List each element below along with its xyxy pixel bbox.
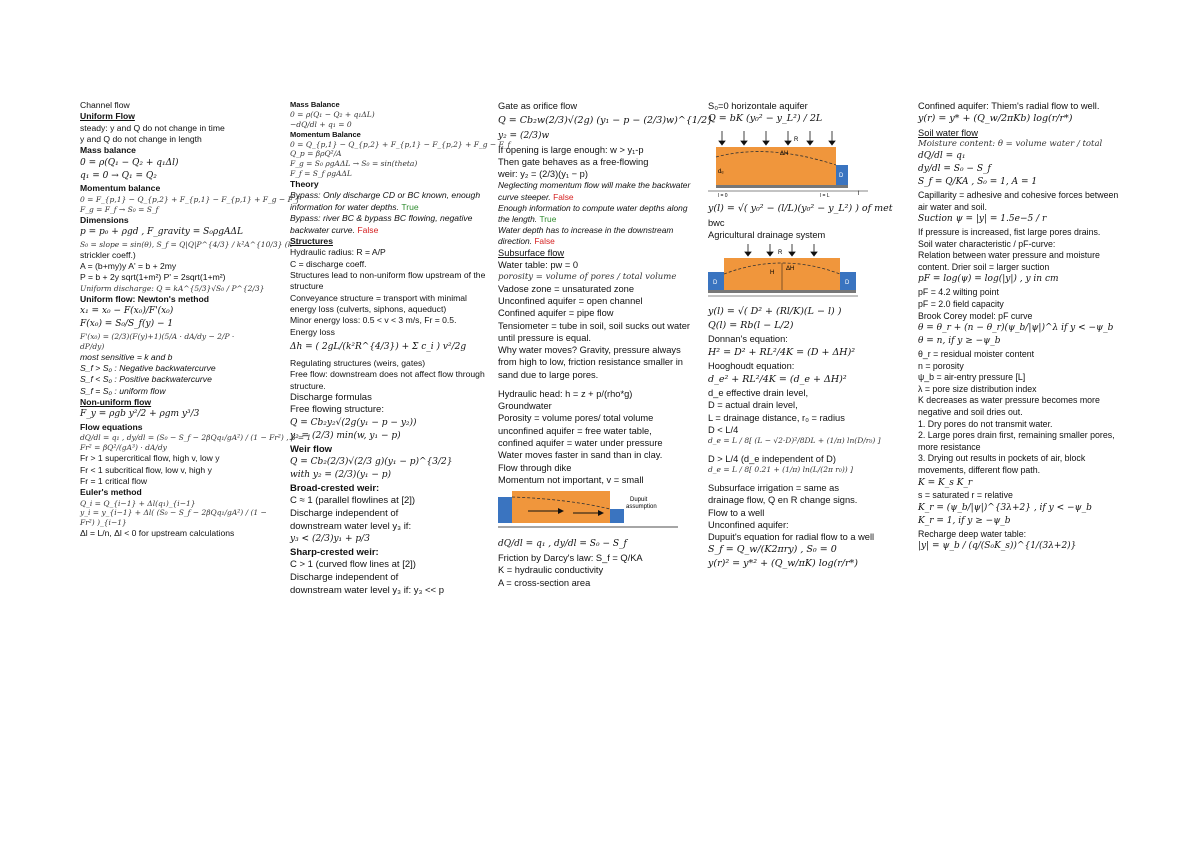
text-scw3: downstream water level y₃ if: y₃ << p [290, 584, 444, 596]
text-scw1: C > 1 (curved flow lines at [2]) [290, 559, 416, 571]
equation-mo2: Q_p = βρQ²/A [290, 149, 342, 159]
heading-weir-flow: Weir flow [290, 443, 333, 455]
text-de: d_e effective drain level, [708, 388, 809, 399]
text-hydraulic-radius: Hydraulic radius: R = A/P [290, 247, 386, 258]
section-title: Channel flow [80, 100, 130, 110]
label-r-2: R [778, 250, 783, 257]
equation-y-horizontal: y(l) = √( y₀² − (l/L)(y₀² − y_L²) ) of met [708, 203, 893, 215]
text-capillarity: Capillarity = adhesive and cohesive forces between air water and soil. [918, 189, 1119, 212]
equation-mo4: F_f = S_f ρgAΔL [290, 169, 352, 179]
equation-gate2: y₂ = (2/3)w [498, 130, 550, 141]
text-gw1: Porosity = volume pores/ total volume [498, 413, 654, 424]
equation-free-flow2: y₂ = (2/3) min(w, y₁ − p) [290, 430, 401, 441]
equation-soil2: dy/dl = S₀ − S_f [918, 164, 991, 175]
heading-discharge-formulas: Discharge formulas [290, 391, 372, 403]
text-gw4: Water moves faster in sand than in clay. [498, 450, 663, 461]
equation-kr2: K_r = 1, if y ≥ −ψ_b [918, 515, 1011, 526]
text-d-greater: D > L/4 (d_e independent of D) [708, 454, 836, 464]
false-label: False [534, 235, 555, 246]
heading-subsurface-flow: Subsurface flow [498, 248, 565, 259]
text-brook-corey: Brook Corey model: pF curve [918, 310, 1033, 321]
equation-hooghoudt: d_e² + RL²/4K = (d_e + ΔH)² [708, 373, 847, 385]
equation-newton3: F'(x₀) = (2/3)(F(y)+1)(5/A · dA/dy − 2/P · [80, 331, 235, 341]
label-delta-h: ΔH [780, 150, 789, 157]
text-gate1: If opening is large enough: w > y₁-p [498, 144, 644, 155]
text-most-sensitive: most sensitive = k and b [80, 351, 173, 362]
label-h: H [770, 270, 775, 277]
equation-slope: S₀ = slope = sin(θ), S_f = Q|Q|P^{4/3} / k²A^{10/3} (k = [80, 239, 301, 249]
text-delta-l: Δl = L/n, Δl < 0 for upstream calculations [80, 528, 235, 539]
label-d-left: D [713, 280, 718, 287]
dike-diagram [498, 489, 696, 536]
equation-pf: pF = log(ψ) = log(|y|) , y in cm [918, 274, 1059, 285]
equation-mb1: 0 = ρ(Q₁ − Q₂ + q₁ΔL) [290, 109, 375, 119]
heading-sharp-crested: Sharp-crested weir: [290, 546, 379, 558]
text-d: D = actual drain level, [708, 400, 798, 411]
text-steady1: steady: y and Q do not change in time [80, 122, 225, 133]
equation-mass2: q₁ = 0 → Q₁ = Q₂ [80, 170, 157, 181]
text-darcy: Friction by Darcy's law: S_f = Q/KA [498, 553, 643, 564]
text-cross-section: A = cross-section area [498, 577, 591, 588]
heading-non-uniform: Non-uniform flow [80, 396, 152, 407]
text-free-flow: Free flow: downstream does not affect flow through structure. [290, 369, 485, 391]
text-bcw3: downstream water level y₃ if: [290, 520, 412, 532]
text-hydraulic-conductivity: K = hydraulic conductivity [498, 565, 604, 576]
text-bwc: bwc [708, 217, 725, 228]
equation-donnan: H² = D² + RL²/4K = (D + ΔH)² [708, 346, 856, 358]
heading-theory: Theory [290, 179, 319, 190]
heading-horizontal-aquifer: S₀=0 horizontale aquifer [708, 101, 808, 111]
text-sub-irrigation1: Subsurface irrigation = same as [708, 483, 839, 494]
text-saturated: s = saturated r = relative [918, 490, 1013, 501]
dupuit-label-2: assumption [626, 504, 657, 511]
column-structures [290, 100, 511, 597]
column-gate-subsurface [498, 100, 714, 589]
equation-weir1: Q = Cb₂(2/3)√(2/3 g)(y₁ − p)^{3/2} [290, 457, 453, 468]
text-k1: 1. Dry pores do not transmit water. [918, 418, 1053, 429]
agricultural-drainage-diagram [708, 244, 908, 303]
text-perimeter: P = b + 2y sqrt(1+m²) P' = 2sqrt(1+m²) [80, 272, 226, 283]
heading-newton: Uniform flow: Newton's method [80, 293, 210, 304]
label-d-right: D [845, 280, 850, 287]
text-free-flowing-structure: Free flowing structure: [290, 404, 384, 416]
equation-momentum1: 0 = F_{p,1} − Q_{p,2} + F_{p,1} − F_{p,1} + F_g − F_f [80, 194, 300, 204]
equation-weir2: with y₂ = (2/3)(y₁ − p) [290, 470, 392, 481]
equation-flow1: dQ/dl = q₁ , dy/dl = (S₀ − S_f − 2βQq₁/gA²) / (1 − Fr²) , β = 1 [80, 433, 312, 443]
heading-gate-orifice: Gate as orifice flow [498, 101, 578, 111]
heading-structures: Structures [290, 235, 333, 246]
equation-mass: 0 = ρ(Q₁ − Q₂ + q₁Δl) [80, 157, 179, 168]
equation-euler1: Q_i = Q_{i−1} + Δl(q₁)_{i−1} [80, 498, 196, 508]
heading-donnan: Donnan's equation: [708, 334, 788, 345]
text-k2: 2. Large pores drain first, remaining smaller pores, more resistance [918, 430, 1115, 452]
heading-mass-balance: Mass balance [80, 145, 136, 156]
equation-well2: y(r)² = y*² + (Q_w/πK) log(r/r*) [708, 558, 858, 570]
text-tensiometer: Tensiometer = tube in soil, soil sucks out water until pressure is equal. [498, 320, 690, 343]
column-soil-water [918, 100, 1122, 554]
false-label: False [553, 191, 574, 202]
true-label: True [401, 201, 419, 212]
theory-statement-2: Bypass: river BC & bypass BC flowing, negative backwater curve. False [290, 213, 473, 235]
label-r: R [794, 136, 799, 143]
text-conveyance: Conveyance structure = transport with minimal energy loss (culverts, siphons, aqueduct) [290, 292, 467, 314]
equation-porosity: porosity = volume of pores / total volume [498, 271, 677, 282]
heading-soil-water-flow: Soil water flow [918, 127, 978, 138]
true-label: True [539, 213, 557, 224]
equation-de1: d_e = L / 8[ (L − √2·D)²/8DL + (1/π) ln(D/r₀) ] [708, 436, 881, 446]
text-froude2: Fr < 1 subcritical flow, low v, high y [80, 464, 212, 475]
equation-energy-loss: Δh = ( 2gL/(k²R^{4/3}) + Σ c_i ) v²/2g [290, 341, 467, 352]
text-suction2: If pressure is increased, fist large pores drains. [918, 227, 1101, 237]
statement-1: Neglecting momentum flow will make the backwater curve steeper. False [498, 180, 691, 202]
text-regulating: Regulating structures (weirs, gates) [290, 357, 426, 368]
text-dupuit: Dupuit's equation for radial flow to a well [708, 532, 875, 543]
equation-mo1: 0 = Q_{p,1} − Q_{p,2} + F_{p,1} − F_{p,2} + F_g − F_f [290, 139, 511, 149]
text-porosity: n = porosity [918, 360, 964, 371]
text-bcw1: C ≈ 1 (parallel flowlines at [2]) [290, 495, 416, 507]
equation-bcw: y₃ < (2/3)y₁ + p/3 [290, 534, 370, 545]
text-lambda: λ = pore size distribution index [918, 383, 1037, 394]
text-hydraulic-head: Hydraulic head: h = z + p/(rho*g) [498, 388, 633, 399]
text-theta-r: θ_r = residual moister content [918, 348, 1035, 359]
false-label: False [357, 224, 379, 235]
heading-hooghoudt: Hooghoudt equation: [708, 361, 795, 372]
heading-momentum-balance-2: Momentum Balance [290, 129, 361, 139]
equation-mb2: −dQ/dl + q₁ = 0 [290, 119, 352, 129]
equation-dike: dQ/dl = q₁ , dy/dl = S₀ − S_f [498, 539, 627, 550]
horizontal-aquifer-diagram [708, 129, 908, 200]
equation-momentum2: F_g = F_f → S₀ = S_f [80, 204, 159, 214]
equation-soil1: dQ/dl = q₁ [918, 151, 966, 162]
equation-soil3: S_f = Q/KA , S₀ = 1, A = 1 [918, 177, 1038, 188]
equation-fy: F_y = ρgb y²/2 + ρgm y³/3 [80, 409, 200, 420]
text-confined-aquifer: Confined aquifer: Thiem's radial flow to well. [918, 101, 1100, 111]
text-discharge-coeff: C = discharge coeff. [290, 258, 367, 269]
equation-dimensions: p = p₀ + ρgd , F_gravity = S₀ρgAΔL [80, 226, 243, 237]
heading-flow-equations: Flow equations [80, 422, 143, 433]
equation-newton2: F(x₀) = S₀/S_f(y) − 1 [80, 318, 174, 329]
text-momentum-small: Momentum not important, v = small [498, 474, 644, 485]
text-gate2: Then gate behaves as a free-flowing [498, 156, 649, 167]
equation-k: K = K_s K_r [918, 477, 973, 488]
equation-froude: Fr² = βQ²/(gA³) · dA/dy [80, 443, 167, 453]
text-vadose: Vadose zone = unsaturated zone [498, 283, 635, 294]
heading-uniform-flow: Uniform Flow [80, 111, 135, 122]
equation-suction: Suction ψ = |y| = 1.5e−5 / r [918, 214, 1047, 225]
heading-agricultural-drainage: Agricultural drainage system [708, 229, 826, 240]
text-minor-loss: Minor energy loss: 0.5 < v < 3 m/s, Fr = 0.5. [290, 315, 457, 326]
equation-de2: d_e = L / 8[ 0.21 + (1/π) ln(L/(2π r₀)) ] [708, 465, 854, 475]
text-gate3: weir: y₂ = (2/3)(y₁ − p) [498, 169, 588, 180]
equation-euler2: y_i = y_{i−1} + Δl( (S₀ − S_f − 2βQq₁/gA²) / (1 − Fr²) )_{i−1} [80, 508, 267, 528]
text-strickler: strickler coeff.) [80, 249, 136, 260]
heading-mass-balance-2: Mass Balance [290, 100, 340, 109]
text-backwater2: S_f < S₀ : Positive backwatercurve [80, 374, 212, 385]
theory-statement-1: Bypass: Only discharge CD or BC known, enough information for water depths. True [290, 190, 481, 212]
statement-3: Water depth has to increase in the downstream direction. False [498, 224, 674, 246]
text-water-table: Water table: pw = 0 [498, 260, 579, 271]
text-sub-irrigation2: drainage flow, Q en R change signs. [708, 495, 858, 506]
text-scw2: Discharge independent of [290, 572, 399, 583]
text-confined: Confined aquifer = pipe flow [498, 308, 614, 319]
equation-bc1: θ = θ_r + (n − θ_r)(ψ_b/|ψ|)^λ if y < −ψ_b [918, 323, 1114, 334]
text-froude3: Fr = 1 critical flow [80, 475, 148, 486]
label-l0: l = 0 [718, 192, 728, 197]
equation-newton4: dP/dy) [80, 341, 105, 351]
equation-moisture: Moisture content: θ = volume water / total [918, 139, 1103, 150]
equation-ad1: y(l) = √( D² + (Rl/K)(L − l) ) [708, 306, 842, 318]
heading-unconfined-aquifer: Unconfined aquifer: [708, 519, 789, 530]
text-relation: Relation between water pressure and moisture content. Drier soil = larger suction [918, 250, 1100, 272]
text-gw3: confined aquifer = water under pressure [498, 437, 663, 448]
text-soil-water-char: Soil water characteristic / pF-curve: [918, 238, 1056, 249]
text-k-decreases: K decreases as water pressure becomes more negative and soil dries out. [918, 395, 1100, 417]
text-froude1: Fr > 1 supercritical flow, high v, low y [80, 453, 220, 464]
equation-kr1: K_r = (ψ_b/|ψ|)^{3λ+2} , if y < −ψ_b [918, 503, 1092, 514]
text-energy-loss: Energy loss [290, 326, 335, 337]
text-backwater3: S_f = S₀ : uniform flow [80, 385, 166, 396]
dupuit-label: Dupuit [630, 497, 648, 504]
text-why-water-moves: Why water moves? Gravity, pressure always from high to low, friction resistance smaller in sand due to large pores. [498, 345, 683, 380]
label-lL: l = L [820, 192, 830, 197]
text-bcw2: Discharge independent of [290, 508, 399, 519]
text-steady2: y and Q do not change in length [80, 134, 202, 145]
text-pf2: pF = 2.0 field capacity [918, 298, 1004, 309]
label-delta-h-2: ΔH [786, 266, 795, 273]
label-l: l [858, 190, 860, 197]
text-psi-b: ψ_b = air-entry pressure [L] [918, 372, 1026, 383]
equation-uniform-discharge: Uniform discharge: Q = kA^{5/3}√S₀ / P^{2/3} [80, 283, 265, 293]
equation-bc2: θ = n, if y ≥ −ψ_b [918, 336, 1001, 347]
heading-broad-crested: Broad-crested weir: [290, 482, 380, 494]
equation-gate1: Q = Cb₂w(2/3)√(2g) (y₁ − p − (2/3)w)^{1/2} [498, 115, 714, 127]
heading-groundwater: Groundwater [498, 401, 552, 412]
text-d-less: D < L/4 [708, 424, 739, 435]
equation-mo3: F_g = S₀ ρgAΔL → S₀ = sin(theta) [290, 159, 418, 169]
text-l: L = drainage distance, r₀ = radius [708, 412, 845, 423]
text-non-uniform: Structures lead to non-uniform flow upstream of the structure [290, 269, 486, 292]
text-backwater1: S_f > S₀ : Negative backwatercurve [80, 362, 216, 373]
text-k3: 3. Drying out results in pockets of air, block movements, different flow path. [918, 453, 1086, 475]
equation-newton1: x₁ = x₀ − F(x₀)/F'(x₀) [80, 305, 174, 316]
text-pf1: pF = 4.2 wilting point [918, 287, 999, 298]
equation-q-horizontal: Q = bK (y₀² − y_L²) / 2L [708, 113, 823, 125]
heading-euler: Euler's method [80, 487, 142, 498]
heading-momentum-balance: Momentum balance [80, 183, 161, 194]
heading-dimensions: Dimensions [80, 214, 129, 225]
text-area: A = (b+my)y A' = b + 2my [80, 261, 177, 272]
label-d: D [839, 172, 844, 179]
heading-flow-through-dike: Flow through dike [498, 462, 572, 473]
text-recharge: Recharge deep water table: [918, 528, 1027, 539]
equation-ad2: Q(l) = Rb(l − L/2) [708, 319, 794, 331]
label-de: dₑ [718, 168, 724, 175]
text-unconfined: Unconfined aquifer = open channel [498, 296, 643, 307]
text-gw2: unconfined aquifer = free water table, [498, 425, 652, 436]
equation-free-flow1: Q = Cb₂y₂√(2g(y₁ − p − y₂)) [290, 417, 417, 428]
heading-flow-to-well: Flow to a well [708, 507, 765, 518]
equation-recharge: |y| = ψ_b / (q/(S₀K_s))^{1/(3λ+2)} [918, 541, 1077, 552]
statement-2: Enough information to compute water depths along the length. True [498, 202, 688, 224]
equation-well1: S_f = Q_w/(K2πry) , S₀ = 0 [708, 544, 837, 556]
column-drainage [708, 100, 908, 572]
equation-confined: y(r) = y* + (Q_w/2πKb) log(r/r*) [918, 113, 1073, 125]
